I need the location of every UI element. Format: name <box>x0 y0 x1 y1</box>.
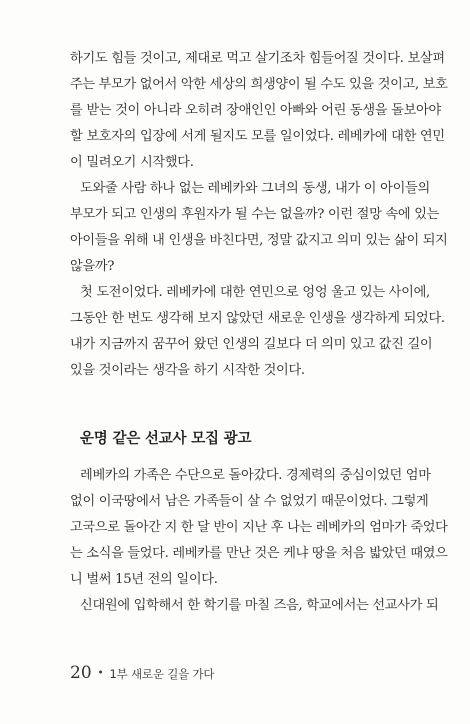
text-line: 주는 부모가 없어서 악한 세상의 희생양이 될 수도 있을 것이고, 보호 <box>70 77 448 92</box>
text-line: 그동안 한 번도 생각해 보지 않았던 새로운 인생을 생각하게 되었다. <box>70 311 445 326</box>
text-line: 첫 도전이었다. 레베카에 대한 연민으로 엉엉 울고 있는 사이에, <box>80 285 430 300</box>
text-line: 고국으로 돌아간 지 한 달 반이 지난 후 나는 레베카의 엄마가 죽었다 <box>70 520 448 535</box>
text-line: 않을까? <box>70 259 115 274</box>
text-line: 도와줄 사람 하나 없는 레베카와 그녀의 동생, 내가 이 아이들의 <box>80 181 430 196</box>
text-line: 는 소식을 들었다. 레베카를 만난 것은 케냐 땅을 처음 밟았던 때였으 <box>70 546 448 561</box>
page-footer <box>70 663 214 683</box>
text-line: 아이들을 위해 내 인생을 바친다면, 정말 값지고 의미 있는 삶이 되지 <box>70 233 448 248</box>
running-head: 1부 새로운 길을 가다 <box>109 667 215 681</box>
text-line: 있을 것이라는 생각을 하기 시작한 것이다. <box>70 363 305 378</box>
text-line: 하기도 힘들 것이고, 제대로 먹고 살기조차 힘들어질 것이다. 보살펴 <box>70 51 445 66</box>
text-line: 내가 지금까지 꿈꾸어 왔던 인생의 길보다 더 의미 있고 값진 길이 <box>70 337 433 352</box>
footer-bullet: • <box>97 668 104 679</box>
section-heading: 운명 같은 선교사 모집 광고 <box>80 431 252 447</box>
text-line: 할 보호자의 입장에 서게 될지도 모를 일이었다. 레베카에 대한 연민 <box>70 129 445 144</box>
text-line: 니 벌써 15년 전의 일이다. <box>70 572 218 587</box>
text-line: 레베카의 가족은 수단으로 돌아갔다. 경제력의 중심이었던 엄마 <box>80 468 431 483</box>
text-line: 부모가 되고 인생의 후원자가 될 수는 없을까? 이런 절망 속에 있는 <box>70 207 440 222</box>
text-line: 없이 이국땅에서 남은 가족들이 살 수 없었기 때문이었다. 그렇게 <box>70 494 429 509</box>
page-number: 20 <box>70 663 92 683</box>
text-line: 신대원에 입학해서 한 학기를 마칠 즈음, 학교에서는 선교사가 되 <box>80 598 439 613</box>
text-line: 를 받는 것이 아니라 오히려 장애인인 아빠와 어린 동생을 돌보아야 <box>70 103 441 118</box>
text-line: 이 밀려오기 시작했다. <box>70 155 194 170</box>
